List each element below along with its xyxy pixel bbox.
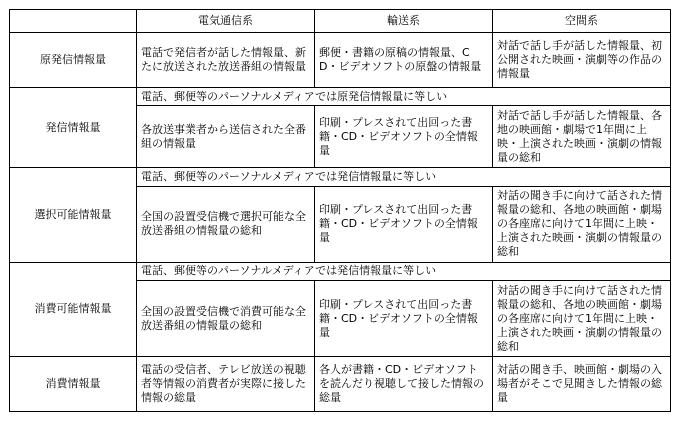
table-row bbox=[10, 88, 671, 106]
header-corner bbox=[10, 10, 137, 33]
table-cell: 全国の設置受信機で選択可能な全放送番組の情報量の総和 bbox=[137, 186, 315, 262]
row-label-consumable-info: 消費可能情報量 bbox=[10, 262, 137, 356]
table-row bbox=[10, 262, 671, 280]
spanning-note: 電話、郵便等のパーソナルメディアでは原発信情報量に等しい bbox=[137, 88, 671, 106]
row-label-selectable-info: 選択可能情報量 bbox=[10, 168, 137, 262]
row-label-sent-info: 発信情報量 bbox=[10, 88, 137, 168]
table-cell: 印刷・プレスされて出回った書籍・CD・ビデオソフトの全情報量 bbox=[315, 281, 493, 357]
table-cell: 電話の受信者、テレビ放送の視聴者等情報の消費者が実際に接した情報の総量 bbox=[137, 357, 315, 412]
table-cell: 電話で発信者が話した情報量、新たに放送された放送番組の情報量 bbox=[137, 33, 315, 88]
table-cell: 郵便・書籍の原稿の情報量、CD・ビデオソフトの原盤の情報量 bbox=[315, 33, 493, 88]
header-row bbox=[10, 10, 671, 33]
row-label-consumed-info: 消費情報量 bbox=[10, 357, 137, 412]
information-volume-table bbox=[9, 9, 671, 412]
table-cell: 各人が書籍・CD・ビデオソフトを読んだり視聴して接した情報の総量 bbox=[315, 357, 493, 412]
table-cell: 対話の聞き手、映画館・劇場の入場者がそこで見聞きした情報の総量 bbox=[493, 357, 671, 412]
table-row bbox=[10, 357, 671, 412]
table-cell: 全国の設置受信機で消費可能な全放送番組の情報量の総和 bbox=[137, 281, 315, 357]
table-cell: 対話の聞き手に向けて話された情報量の総和、各地の映画館・劇場の各座席に向けて1年間に上映・上演された映画・演劇の情報量の総和 bbox=[493, 186, 671, 262]
spanning-note: 電話、郵便等のパーソナルメディアでは発信情報量に等しい bbox=[137, 262, 671, 280]
row-label-original-info: 原発信情報量 bbox=[10, 33, 137, 88]
table-row bbox=[10, 33, 671, 88]
header-transport: 輸送系 bbox=[315, 10, 493, 33]
table-cell: 対話で話し手が話した情報量、初公開された映画・演劇等の作品の情報量 bbox=[493, 33, 671, 88]
spanning-note: 電話、郵便等のパーソナルメディアでは発信情報量に等しい bbox=[137, 168, 671, 186]
table-cell: 対話の聞き手に向けて話された情報量の総和、各地の映画館・劇場の各座席に向けて1年間に上映・上演された映画・演劇の情報量の総和 bbox=[493, 281, 671, 357]
table-cell: 対話で話し手が話した情報量、各地の映画館・劇場で1年間に上映・上演された映画・演劇の情報量の総和 bbox=[493, 106, 671, 168]
header-space: 空間系 bbox=[493, 10, 671, 33]
table-cell: 印刷・プレスされて出回った書籍・CD・ビデオソフトの全情報量 bbox=[315, 186, 493, 262]
table-cell: 各放送事業者から送信された全番組の情報量 bbox=[137, 106, 315, 168]
header-telecom: 電気通信系 bbox=[137, 10, 315, 33]
table-row bbox=[10, 168, 671, 186]
table-cell: 印刷・プレスされて出回った書籍・CD・ビデオソフトの全情報量 bbox=[315, 106, 493, 168]
